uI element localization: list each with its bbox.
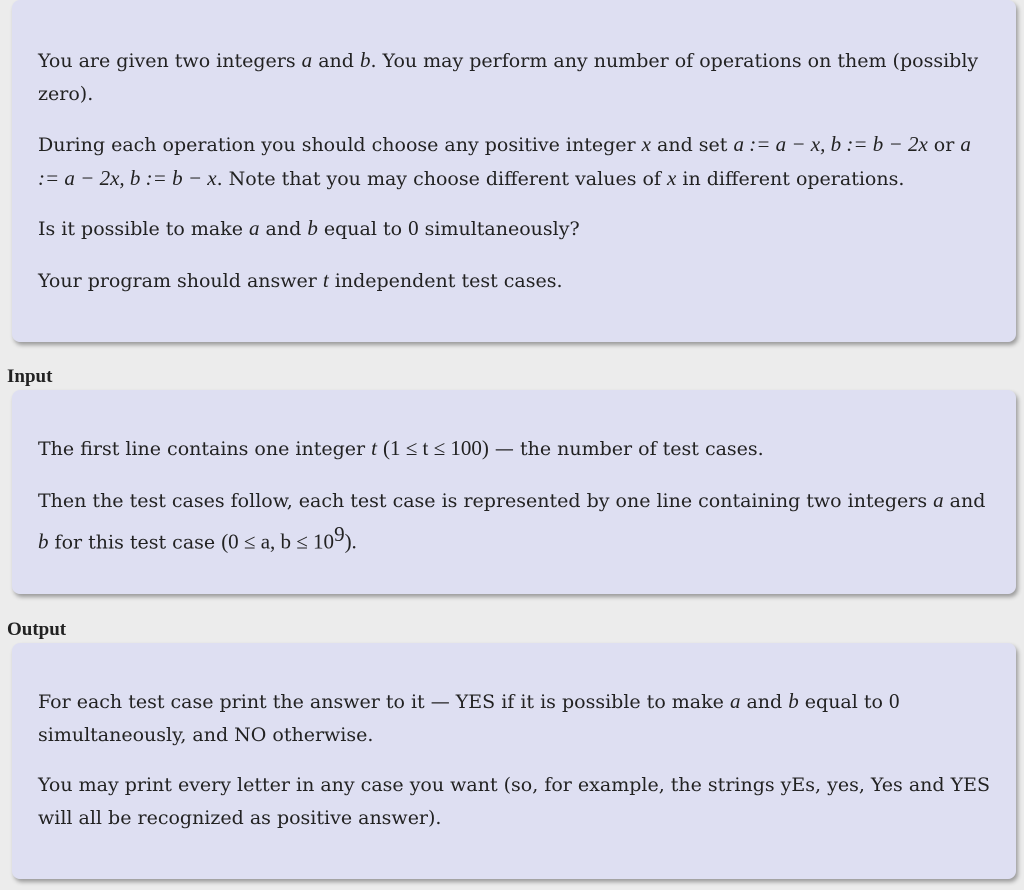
output-paragraph-2: You may print every letter in any case you want (so, for example, the strings yEs, yes, Yes and YES will all be recognized as positive answer). bbox=[38, 774, 991, 829]
text: ). bbox=[344, 529, 357, 554]
math-var-a: a bbox=[933, 488, 944, 512]
text: Then the test cases follow, each test case is represented by one line containing two integers bbox=[38, 490, 934, 512]
text: During each operation you should choose any positive integer bbox=[38, 134, 642, 156]
math-zero: 0 bbox=[408, 216, 419, 240]
statement-paragraph-3 bbox=[38, 212, 992, 246]
text: simultaneously? bbox=[418, 218, 580, 240]
math-var-b: b bbox=[38, 529, 49, 554]
math-var-t: t bbox=[322, 268, 329, 292]
statement-paragraph-4 bbox=[38, 264, 992, 298]
text: in different operations. bbox=[676, 168, 905, 190]
input-section-title: Input bbox=[7, 366, 53, 387]
math-exponent: 9 bbox=[334, 522, 345, 546]
math-var-a: a bbox=[729, 689, 741, 713]
text: and bbox=[259, 218, 308, 240]
math-var-b: b bbox=[307, 216, 318, 240]
math-zero: 0 bbox=[889, 689, 900, 713]
statement-paragraph-1 bbox=[38, 44, 992, 111]
text: or bbox=[927, 134, 961, 156]
math-operation-2: a := a − 2x, b := b − x bbox=[38, 132, 971, 190]
math-operation-1: a := a − x, b := b − 2x bbox=[733, 132, 928, 156]
output-paragraph-1 bbox=[38, 685, 992, 752]
output-section bbox=[12, 643, 1016, 879]
text: You are given two integers bbox=[38, 50, 302, 72]
math-var-t: t bbox=[371, 436, 377, 460]
math-var-a: a bbox=[301, 48, 313, 72]
text: For each test case print the answer to it — YES if it is possible to make bbox=[38, 691, 730, 713]
output-section-title: Output bbox=[7, 619, 67, 640]
text: independent test cases. bbox=[328, 270, 563, 292]
math-var-x: x bbox=[641, 132, 651, 156]
statement-paragraph-2 bbox=[38, 128, 992, 196]
text: and bbox=[943, 490, 986, 512]
text: equal to bbox=[798, 691, 889, 713]
text: and bbox=[312, 50, 360, 72]
text: . You may perform any number of operations on them (possibly zero). bbox=[38, 50, 979, 105]
math-var-b: b bbox=[359, 48, 371, 72]
input-paragraph-2 bbox=[38, 484, 992, 559]
text: Is it possible to make bbox=[38, 218, 250, 240]
text: for this test case bbox=[48, 531, 222, 554]
input-paragraph-1 bbox=[38, 432, 992, 466]
math-var-b: b bbox=[788, 689, 799, 713]
statement-section bbox=[12, 0, 1016, 342]
text: and set bbox=[650, 134, 734, 156]
math-range: (1 ≤ t ≤ 100) bbox=[383, 436, 489, 460]
text: The first line contains one integer bbox=[38, 438, 372, 460]
text: Your program should answer bbox=[38, 270, 323, 292]
text: . Note that you may choose different values of bbox=[216, 168, 667, 190]
text: — the number of test cases. bbox=[488, 438, 764, 460]
text: simultaneously, and NO otherwise. bbox=[38, 724, 374, 746]
math-range: (0 ≤ a, b ≤ 10 bbox=[221, 529, 335, 554]
math-var-a: a bbox=[249, 216, 260, 240]
text: and bbox=[740, 691, 789, 713]
math-var-x: x bbox=[667, 166, 677, 190]
text: equal to bbox=[317, 218, 409, 240]
input-section bbox=[12, 390, 1016, 594]
